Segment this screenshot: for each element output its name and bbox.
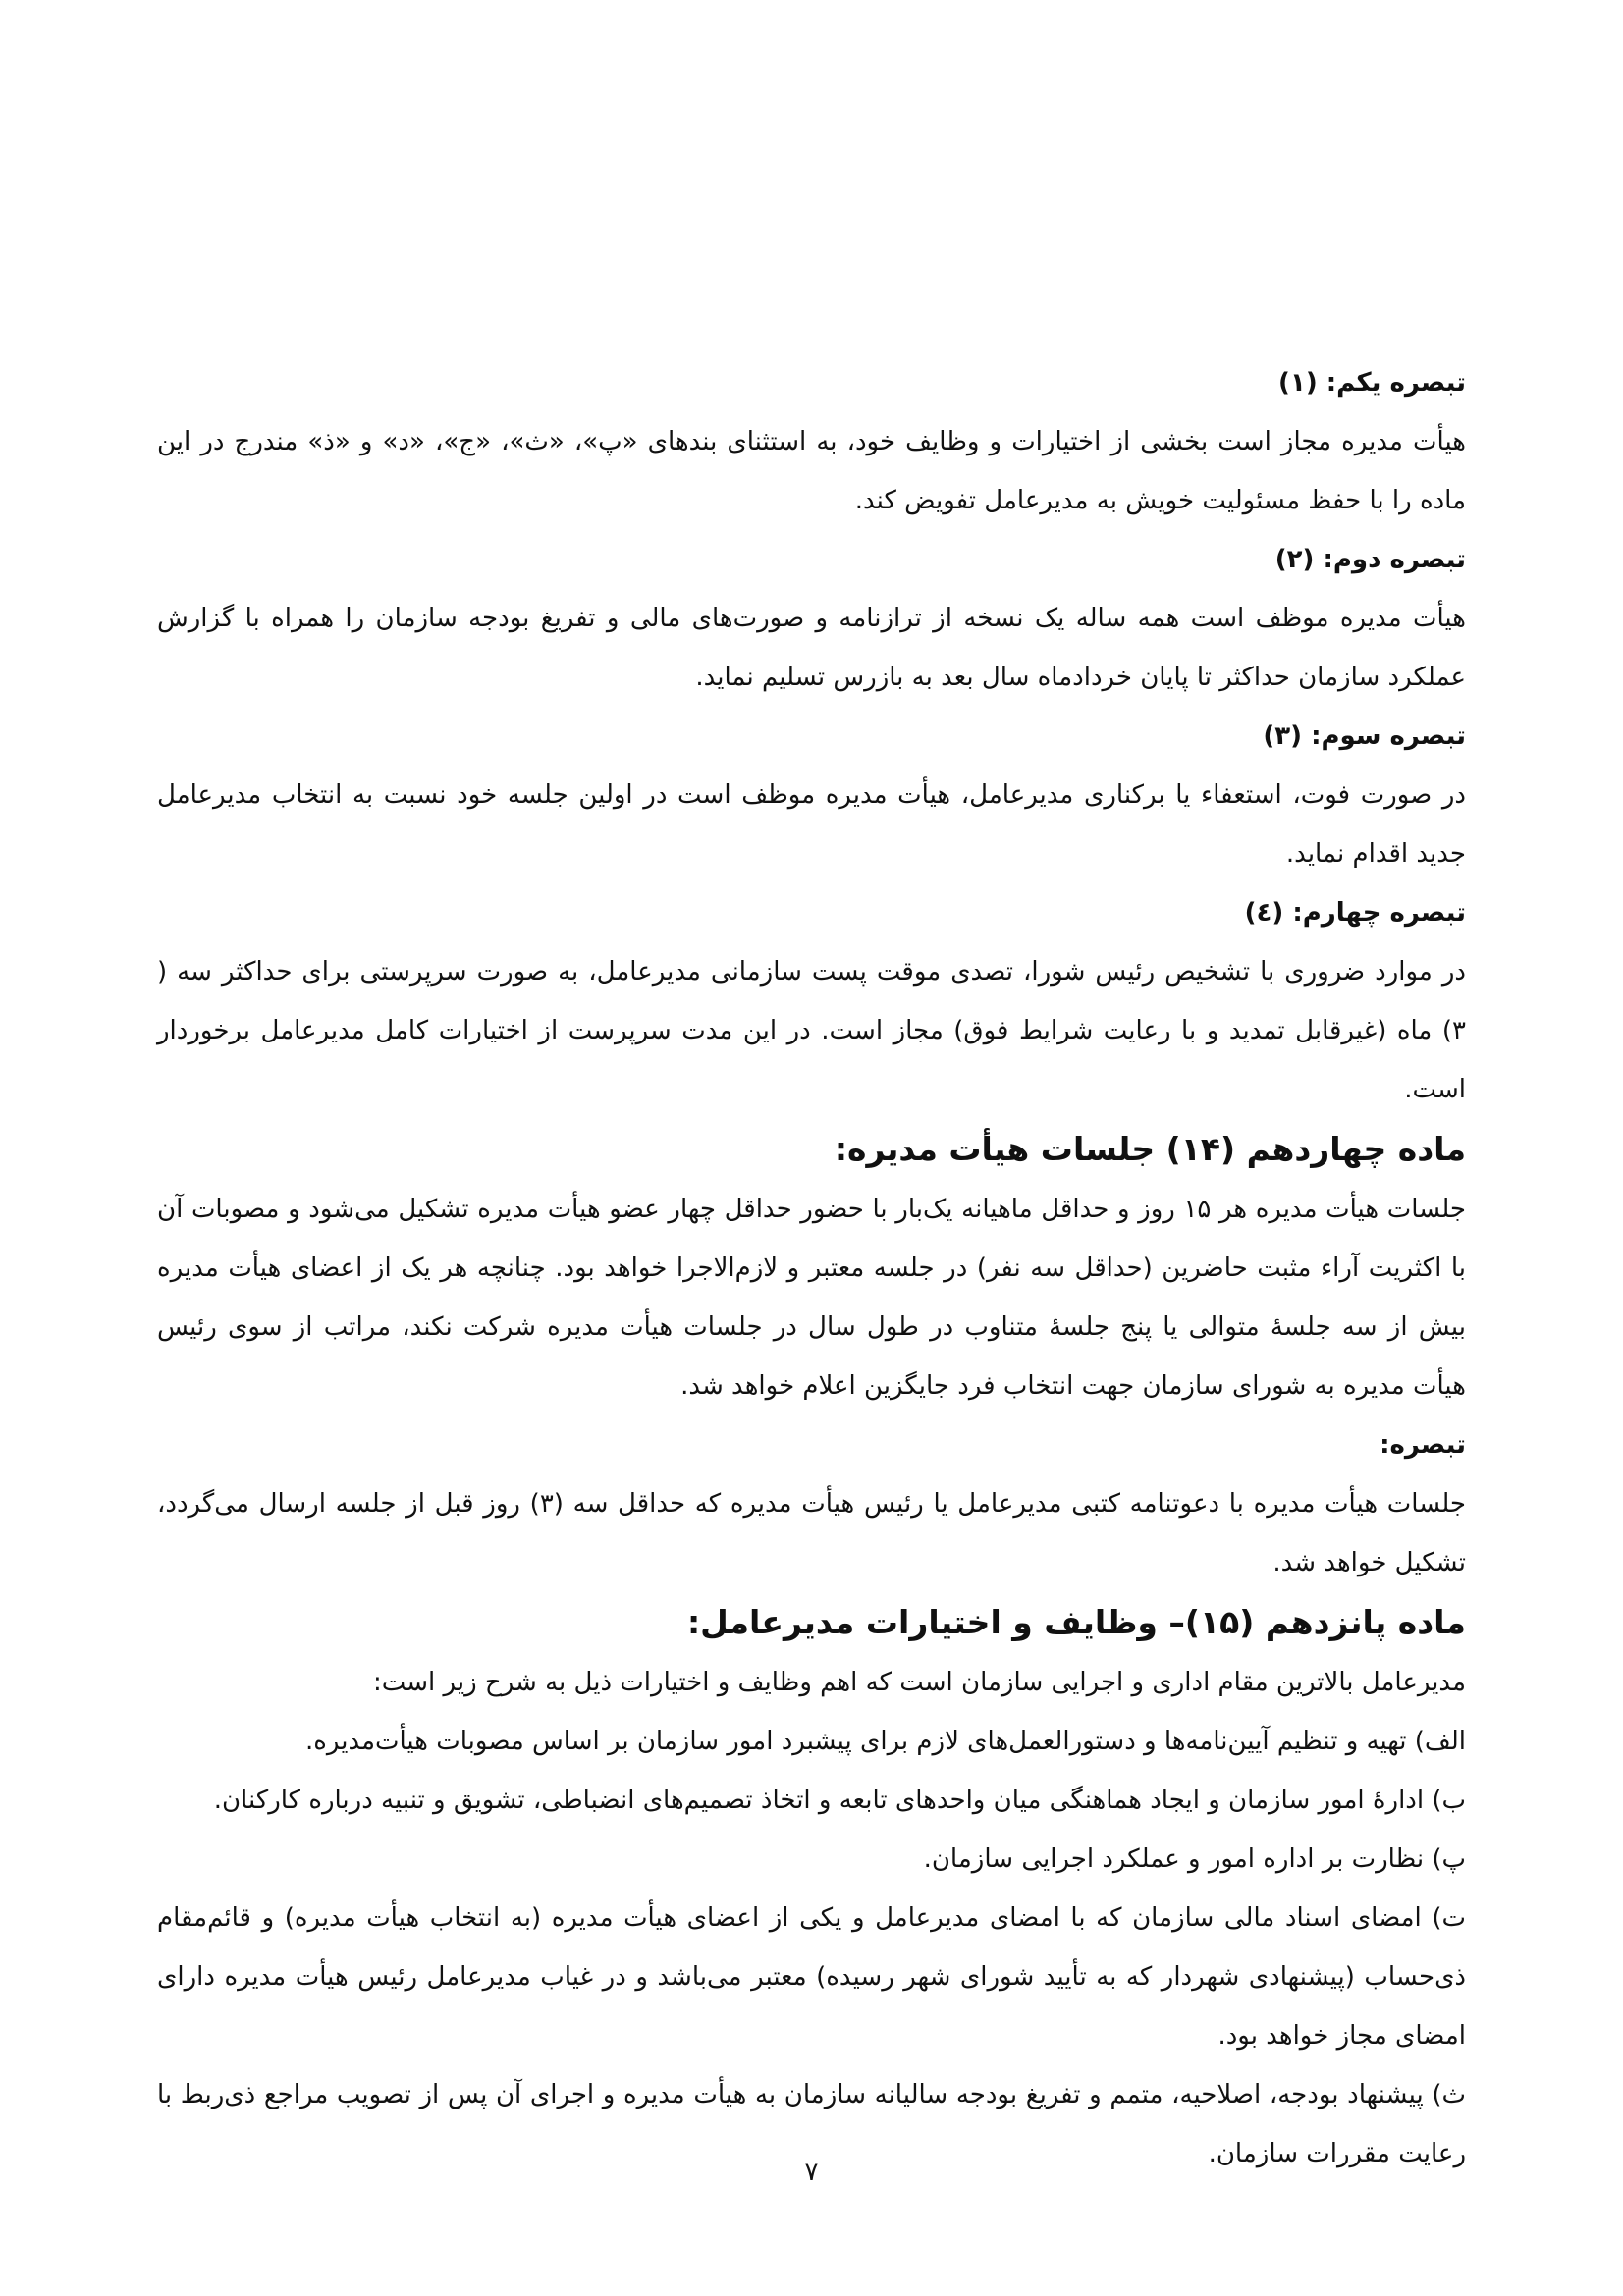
- article-15-item-pe: پ) نظارت بر اداره امور و عملکرد اجرایی سازمان.: [923, 1844, 1466, 1874]
- article-15-item-alef: الف) تهیه و تنظیم آیین‌نامه‌ها و دستورالعمل‌های لازم برای پیشبرد امور سازمان بر اساس مصوبات هیأت‌مدیره.: [304, 1727, 1466, 1756]
- note-3-text: در صورت فوت، استعفاء یا برکناری مدیرعامل، هیأت مدیره موظف است در اولین جلسه خود نسبت به انتخاب مدیرعامل جدید اقدام نماید.: [157, 780, 1466, 869]
- article-15-item-se: ث) پیشنهاد بودجه، اصلاحیه، متمم و تفریغ بودجه سالیانه سازمان به هیأت مدیره و اجرای آن پس از تصویب مراجع ذی‌ربط با رعایت مقررات سازمان.: [157, 2080, 1466, 2168]
- document-page: [157, 353, 1466, 2183]
- page-number: ۷: [804, 2158, 819, 2187]
- article-15-heading: ماده پانزدهم (۱۵)– وظایف و اختیارات مدیرعامل:: [686, 1603, 1466, 1641]
- article-15-item-te: ت) امضای اسناد مالی سازمان که با امضای مدیرعامل و یکی از اعضای هیأت مدیره (به انتخاب هیأت مدیره) و قائم‌مقام ذی‌حساب (پیشنهادی شهردار که به تأیید شورای شهر رسیده) معتبر می‌باشد و در غیاب مدیرعامل رئیس هیأت مدیره دارای امضای مجاز خواهد بود.: [157, 1903, 1466, 2051]
- note-1-heading: تبصره یکم: (۱): [1278, 368, 1466, 398]
- note-4-text: در موارد ضروری با تشخیص رئیس شورا، تصدی موقت پست سازمانی مدیرعامل، به صورت سرپرستی برای حداکثر سه ( ۳) ماه (غیرقابل تمدید و با رعایت شرایط فوق) مجاز است. در این مدت سرپرست از اختیارات کامل مدیرعامل برخوردار است.: [157, 957, 1466, 1104]
- article-14-text: جلسات هیأت مدیره هر ۱۵ روز و حداقل ماهیانه یک‌بار با حضور حداقل چهار عضو هیأت مدیره تشکیل می‌شود و مصوبات آن با اکثریت آراء مثبت حاضرین (حداقل سه نفر) در جلسه معتبر و لازم‌الاجرا خواهد بود. چنانچه هر یک از اعضای هیأت مدیره بیش از سه جلسهٔ متوالی یا پنج جلسهٔ متناوب در طول سال در جلسات هیأت مدیره شرکت نکند، مراتب از سوی رئیس هیأت مدیره به شورای سازمان جهت انتخاب فرد جایگزین اعلام خواهد شد.: [157, 1195, 1466, 1401]
- note-3-heading: تبصره سوم: (۳): [1263, 721, 1466, 751]
- article-14-note-text: جلسات هیأت مدیره با دعوتنامه کتبی مدیرعامل یا رئیس هیأت مدیره که حداقل سه (۳) روز قبل از جلسه ارسال می‌گردد، تشکیل خواهد شد.: [157, 1489, 1466, 1577]
- article-15-intro: مدیرعامل بالاترین مقام اداری و اجرایی سازمان است که اهم وظایف و اختیارات ذیل به شرح زیر است:: [372, 1668, 1466, 1697]
- article-14-heading: ماده چهاردهم (۱۴) جلسات هیأت مدیره:: [834, 1130, 1466, 1168]
- note-2-text: هیأت مدیره موظف است همه ساله یک نسخه از ترازنامه و صورت‌های مالی و تفریغ بودجه سازمان را همراه با گزارش عملکرد سازمان حداکثر تا پایان خردادماه سال بعد به بازرس تسلیم نماید.: [157, 604, 1466, 692]
- article-14-note-heading: تبصره:: [1380, 1430, 1466, 1460]
- note-4-heading: تبصره چهارم: (٤): [1244, 898, 1466, 928]
- note-1-text: هیأت مدیره مجاز است بخشی از اختیارات و وظایف خود، به استثنای بندهای «پ»، «ث»، «ج»، «د» و «ذ» مندرج در این ماده را با حفظ مسئولیت خویش به مدیرعامل تفویض کند.: [157, 427, 1466, 515]
- article-15-item-be: ب) ادارهٔ امور سازمان و ایجاد هماهنگی میان واحدهای تابعه و اتخاذ تصمیم‌های انضباطی، تشویق و تنبیه درباره کارکنان.: [213, 1786, 1466, 1815]
- note-2-heading: تبصره دوم: (۲): [1274, 545, 1466, 574]
